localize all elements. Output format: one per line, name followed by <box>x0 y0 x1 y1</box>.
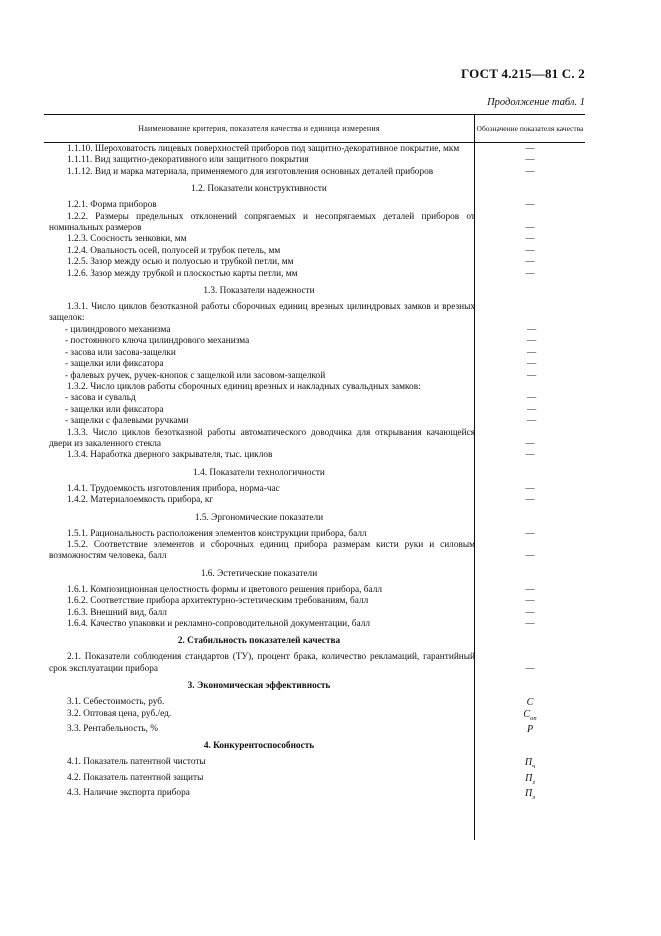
column-header-name: Наименование критерия, показателя качества и единица измерения <box>138 123 380 133</box>
indicator-symbol <box>475 619 585 630</box>
table-row <box>44 773 585 788</box>
symbol-cell <box>475 257 585 268</box>
indicator-symbol <box>475 223 585 234</box>
symbol-cell <box>478 359 585 370</box>
table-row <box>44 167 585 178</box>
symbol-cell <box>478 371 585 382</box>
symbol-cell <box>475 269 585 280</box>
symbol-value: — <box>525 584 535 595</box>
symbol-cell <box>478 405 585 416</box>
symbol-value: — <box>526 359 537 370</box>
table-row <box>44 540 585 563</box>
indicator-symbol <box>475 757 585 772</box>
criterion-text: - засова и сувальд <box>65 393 136 404</box>
table-row <box>44 529 585 540</box>
symbol-value: — <box>526 336 537 347</box>
indicator-symbol <box>478 405 585 416</box>
symbol-value: — <box>525 450 535 461</box>
symbol-value: — <box>525 245 535 256</box>
indicator-symbol <box>475 234 585 245</box>
table-row <box>44 234 585 245</box>
symbol-cell <box>475 619 585 630</box>
indicator-symbol <box>475 596 585 607</box>
table-row <box>44 428 585 451</box>
symbol-subscript: оп <box>530 714 537 722</box>
symbol-subscript: э <box>532 794 536 802</box>
symbol-value: П <box>525 772 533 784</box>
symbol-value: — <box>525 528 535 539</box>
indicator-symbol <box>478 348 585 359</box>
symbol-cell <box>478 336 585 347</box>
symbol-cell <box>475 585 585 596</box>
table-row <box>44 724 585 735</box>
symbol-cell <box>475 773 585 788</box>
indicator-symbol <box>475 585 585 596</box>
section-heading: 2. Стабильность показателей качества <box>177 636 341 647</box>
criterion-text: 3.1. Себестоимость, руб. <box>67 697 165 708</box>
indicator-symbol <box>475 167 585 178</box>
criterion-text: 1.3.2. Число циклов работы сборочных единиц врезных и накладных сувальдных замков: <box>67 381 421 392</box>
symbol-cell <box>475 495 585 506</box>
indicator-symbol <box>475 484 585 495</box>
symbol-cell <box>475 246 585 257</box>
table-row <box>44 788 585 803</box>
section-heading: 1.5. Эргономические показатели <box>194 512 324 523</box>
section-heading: 1.2. Показатели конструктивности <box>191 184 327 195</box>
symbol-value: — <box>525 257 535 268</box>
symbol-value: — <box>526 404 537 415</box>
symbol-value: C <box>526 697 534 709</box>
indicator-symbol <box>475 608 585 619</box>
criterion-text: 1.1.10. Шероховатость лицевых поверхностей приборов под защитно-декоративное покрытие, мкм <box>67 144 460 154</box>
section-heading: 1.6. Эстетические показатели <box>200 568 318 579</box>
criterion-text: 1.2.6. Зазор между трубкой и плоскостью карты петли, мм <box>67 268 298 279</box>
symbol-cell <box>475 212 585 235</box>
quality-indicators-table <box>44 114 585 840</box>
indicator-symbol <box>475 773 585 788</box>
table-row <box>44 359 585 370</box>
indicator-symbol <box>478 371 585 382</box>
indicator-symbol <box>475 664 585 675</box>
symbol-subscript: ч <box>532 763 536 771</box>
criterion-text: 1.5.1. Рациональность расположения элементов конструкции прибора, балл <box>67 528 367 539</box>
symbol-value: — <box>526 393 537 404</box>
symbol-value: — <box>525 166 535 177</box>
symbol-value: — <box>526 347 537 358</box>
table-row <box>44 652 585 675</box>
indicator-symbol <box>475 495 585 506</box>
criterion-text: 1.2.1. Форма приборов <box>67 200 157 211</box>
symbol-cell <box>475 155 585 166</box>
criterion-text: - постоянного ключа цилиндрового механизма <box>65 336 250 347</box>
table-row <box>44 246 585 257</box>
table-row <box>44 325 585 336</box>
table-row <box>44 144 585 155</box>
symbol-value: C <box>523 708 531 720</box>
criterion-text: - защелки или фиксатора <box>65 359 164 370</box>
table-row <box>44 348 585 359</box>
symbol-cell <box>478 393 585 404</box>
table-row <box>44 596 585 607</box>
table-row <box>44 382 585 393</box>
criterion-text: 1.4.1. Трудоемкость изготовления прибора, норма-час <box>67 483 280 494</box>
table-row <box>44 585 585 596</box>
symbol-cell <box>475 484 585 495</box>
indicator-symbol <box>475 529 585 540</box>
indicator-symbol <box>475 450 585 461</box>
symbol-cell <box>475 450 585 461</box>
symbol-value: П <box>524 788 533 800</box>
criterion-text: 1.3.1. Число циклов безотказной работы сборочных единиц врезных цилиндровых замков и врезных защелок: <box>49 302 475 324</box>
symbol-value: — <box>526 370 537 381</box>
table-row <box>44 336 585 347</box>
criterion-text: 1.6.3. Внешний вид, балл <box>67 607 167 618</box>
symbol-cell <box>475 709 585 724</box>
symbol-value: — <box>525 551 535 562</box>
symbol-subscript: з <box>532 778 535 786</box>
indicator-symbol <box>475 724 585 735</box>
table-row <box>44 302 585 325</box>
symbol-cell <box>478 325 585 336</box>
section-heading: 4. Конкурентоспособность <box>203 741 315 752</box>
symbol-cell <box>475 608 585 619</box>
symbol-value: П <box>524 757 533 769</box>
criterion-text: 1.2.4. Овальность осей, полуосей и трубок петель, мм <box>67 245 281 256</box>
symbol-value: — <box>525 144 535 154</box>
table-row <box>44 155 585 166</box>
symbol-cell <box>475 529 585 540</box>
symbol-value: — <box>525 596 535 607</box>
symbol-value: — <box>525 155 535 166</box>
indicator-symbol <box>475 551 585 562</box>
table-row <box>44 416 585 427</box>
indicator-symbol <box>478 325 585 336</box>
section-heading: 3. Экономическая эффективность <box>187 681 331 692</box>
symbol-value: P <box>526 724 534 736</box>
criterion-text: 1.5.2. Соответствие элементов и сборочных единиц прибора размерам кисти руки и силовым возможностям человека, балл <box>49 539 475 562</box>
symbol-cell <box>478 348 585 359</box>
indicator-symbol <box>475 269 585 280</box>
indicator-symbol <box>475 697 585 708</box>
symbol-cell <box>475 724 585 735</box>
symbol-value: — <box>526 324 537 335</box>
table-row <box>44 371 585 382</box>
symbol-cell <box>475 144 585 155</box>
indicator-symbol <box>475 246 585 257</box>
criterion-text: 1.3.3. Число циклов безотказной работы автоматического доводчика для открывания качающейся двери из закаленного стекла <box>49 427 475 449</box>
criterion-text: 4.2. Показатель патентной защиты <box>67 772 204 783</box>
criterion-text: 3.3. Рентабельность, % <box>67 724 159 735</box>
symbol-value: — <box>526 416 537 427</box>
table-row <box>44 757 585 772</box>
table-row <box>44 200 585 211</box>
symbol-value: — <box>525 607 535 618</box>
symbol-value: — <box>525 223 535 234</box>
criterion-text: 1.4.2. Материалоемкость прибора, кг <box>67 495 214 506</box>
table-row <box>44 269 585 280</box>
symbol-cell <box>475 757 585 772</box>
column-header-symbol: Обозначение показателя качества <box>476 123 584 133</box>
table-row <box>44 405 585 416</box>
indicator-symbol <box>478 336 585 347</box>
page-header: ГОСТ 4.215—81 С. 2 <box>460 66 585 81</box>
symbol-cell <box>475 697 585 708</box>
table-header-rule <box>44 142 585 143</box>
indicator-symbol <box>475 788 585 803</box>
indicator-symbol <box>475 439 585 450</box>
criterion-text: - цилиндрового механизма <box>65 324 171 335</box>
indicator-symbol <box>478 359 585 370</box>
criterion-text: 1.2.3. Соосность зенковки, мм <box>67 234 187 245</box>
criterion-text: 1.2.5. Зазор между осью и полуосью и трубкой петли, мм <box>67 257 294 268</box>
indicator-symbol <box>478 393 585 404</box>
symbol-cell <box>475 788 585 803</box>
indicator-symbol <box>475 155 585 166</box>
section-heading: 1.4. Показатели технологичности <box>193 467 325 478</box>
table-row <box>44 495 585 506</box>
criterion-text: 1.6.2. Соответствие прибора архитектурно-эстетическим требованиям, балл <box>67 596 369 607</box>
criterion-text: 1.6.1. Композиционная целостность формы и цветового решения прибора, балл <box>67 584 383 595</box>
symbol-cell <box>475 652 585 675</box>
symbol-value: — <box>525 483 535 494</box>
table-row <box>44 619 585 630</box>
symbol-cell <box>475 302 585 325</box>
criterion-text: 1.6.4. Качество упаковки и рекламно-сопроводительной документации, балл <box>67 619 371 629</box>
symbol-cell <box>475 540 585 563</box>
indicator-symbol <box>475 200 585 211</box>
criterion-text: - фалевых ручек, ручек-кнопок с защелкой или засовом-защелкой <box>65 370 326 381</box>
criterion-text: 1.1.11. Вид защитно-декоративного или защитного покрытия <box>67 155 309 166</box>
symbol-value: — <box>525 619 535 629</box>
criterion-text: 2.1. Показатели соблюдения стандартов (ТУ), процент брака, количество рекламаций, гарантийный срок эксплуатации прибора <box>49 652 475 674</box>
symbol-value: — <box>525 663 535 674</box>
table-row <box>44 212 585 235</box>
symbol-cell <box>475 200 585 211</box>
criterion-text: 3.2. Оптовая цена, руб./ед. <box>67 708 172 719</box>
symbol-cell <box>475 428 585 451</box>
table-row <box>44 484 585 495</box>
criterion-text: 4.3. Наличие экспорта прибора <box>67 788 190 799</box>
symbol-value: — <box>525 438 535 449</box>
indicator-symbol <box>478 416 585 427</box>
table-row <box>44 608 585 619</box>
indicator-symbol <box>475 257 585 268</box>
table-row <box>44 257 585 268</box>
table-row <box>44 697 585 708</box>
symbol-cell <box>478 416 585 427</box>
section-heading: 1.3. Показатели надежности <box>203 286 315 297</box>
criterion-text: - защелки или фиксатора <box>65 404 164 415</box>
symbol-cell <box>475 234 585 245</box>
criterion-text: - защелки с фалевыми ручками <box>65 416 189 427</box>
indicator-symbol <box>475 144 585 155</box>
symbol-value: — <box>525 234 535 245</box>
symbol-cell <box>475 382 585 393</box>
table-body <box>44 144 585 804</box>
symbol-cell <box>475 167 585 178</box>
table-continuation-note: Продолжение табл. 1 <box>487 97 585 108</box>
indicator-symbol <box>475 709 585 724</box>
criterion-text: 4.1. Показатель патентной чистоты <box>67 757 206 768</box>
symbol-value: — <box>525 495 535 506</box>
symbol-cell <box>475 596 585 607</box>
criterion-text: 1.1.12. Вид и марка материала, применяемого для изготовления основных деталей приборов <box>67 166 434 177</box>
symbol-value: — <box>525 268 535 279</box>
criterion-text: 1.3.4. Наработка дверного закрывателя, тыс. циклов <box>67 450 273 461</box>
criterion-text: - засова или засова-защелки <box>65 347 176 358</box>
symbol-value: — <box>525 200 535 211</box>
criterion-text: 1.2.2. Размеры предельных отклонений сопрягаемых и несопрягаемых деталей приборов от номинальных размеров <box>49 211 475 234</box>
table-row <box>44 393 585 404</box>
table-row <box>44 450 585 461</box>
table-row <box>44 709 585 724</box>
